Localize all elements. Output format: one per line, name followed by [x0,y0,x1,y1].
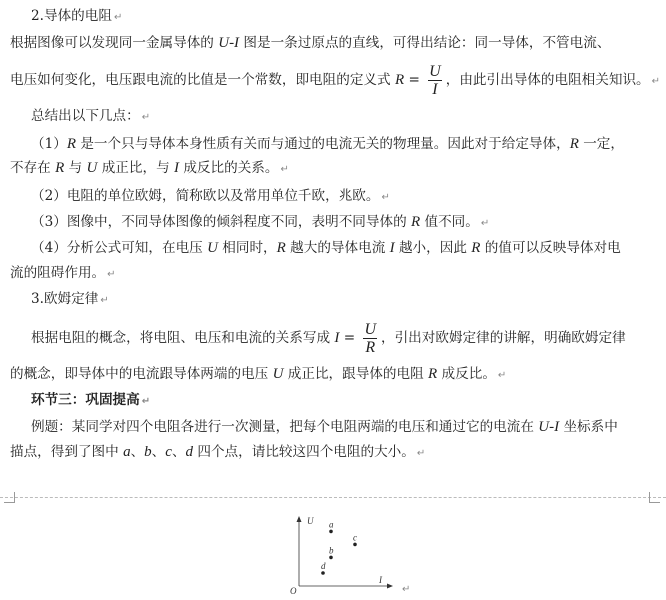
equals-sign: = [339,330,360,346]
section-heading-ohms-law [31,289,109,311]
text-run: 的值可以反映导体对电 [480,240,621,256]
data-points [321,519,357,574]
point-label-a: a [329,519,334,530]
page-corner-mark-right [649,492,660,503]
math-symbol: U [207,240,218,256]
text-run: （1） [31,136,67,152]
text-run: 值不同。 [420,214,479,230]
math-symbol: R [411,214,421,230]
u-i-scatter-figure [285,508,415,598]
fraction-denominator: R [365,339,376,356]
heading-text: 环节三：巩固提高 [31,392,140,408]
text-run: 是一个只与导体本身性质有关而与通过的电流无关的物理量。因此对于给定导体， [76,136,570,152]
text-run: 一定， [578,136,624,152]
text-run: 、 [151,444,166,460]
paragraph-mark: ↵ [416,448,426,459]
text-run: 根据电阻的概念，将电阻、电压和电流的关系写成 [31,330,335,346]
section-heading-resistance [31,6,122,28]
text-run: 、 [171,444,186,460]
y-axis-arrow-icon [297,516,302,522]
math-symbol: I [389,240,395,256]
paragraph-mark: ↵ [651,76,661,87]
math-symbol: d [185,444,194,460]
math-symbol: R [569,136,579,152]
point-1-line-2 [10,158,289,180]
equals-sign: = [404,72,425,88]
point-label-d: d [321,561,326,571]
page-corner-mark-left [4,492,15,503]
heading-text: 3.欧姆定律 [31,291,99,307]
point-d [321,571,325,575]
summary-line [31,106,150,128]
point-2-line [31,186,390,208]
paragraph-mark: ↵ [381,192,390,203]
paragraph-mark: ↵ [141,112,151,123]
paragraph-mark: ↵ [141,396,151,407]
paragraph-mark: ↵ [497,370,507,381]
text-run: 坐标系中 [559,419,618,435]
text-run: （2）电阻的单位欧姆，简称欧以及常用单位千欧，兆欧。 [31,188,380,204]
x-axis-arrow-icon [387,584,393,589]
text-run: 成正比，跟导体的电阻 [283,366,429,382]
point-label-b: b [329,545,334,556]
text-run: 的概念，即导体中的电流跟导体两端的电压 [10,366,273,382]
math-symbol: R [471,240,481,256]
example-line-2 [10,442,425,464]
math-symbol: U-I [218,35,240,51]
origin-label: O [290,586,297,596]
math-symbol: U [272,366,284,382]
point-3-line [31,212,489,234]
paragraph-mark: ↵ [113,12,123,23]
math-symbol: U-I [538,419,560,435]
point-4-line [31,238,621,258]
text-run: 成反比的关系。 [179,160,279,176]
x-axis-label: I [379,575,382,585]
paragraph-mark: ↵ [100,295,109,306]
paragraph-mark: ↵ [402,584,411,595]
text-run: 相同时， [217,240,277,256]
point-a [329,530,333,534]
text-run: （4）分析公式可知，在电压 [31,240,208,256]
math-symbol: b [144,444,152,460]
math-symbol: I [174,160,179,176]
math-symbol: a [123,444,131,460]
example-line [31,417,618,437]
fraction-u-over-i [428,63,442,98]
math-symbol: c [165,444,172,460]
heading-text: 2.导体的电阻 [31,8,112,24]
math-symbol: R [276,240,286,256]
text-run: ，由此引出导体的电阻相关知识。 [445,72,650,88]
section-heading-consolidation [31,390,150,412]
figure-paragraph-mark [400,578,410,600]
fraction-numerator: U [429,63,441,80]
paragraph-line [10,33,610,53]
fraction-numerator: U [364,321,376,338]
fraction-u-over-r [363,321,377,356]
math-symbol: R [66,136,77,152]
text-run: 总结出以下几点： [31,108,140,124]
text-run: 电压如何变化，电压跟电流的比值是一个常数，即电阻的定义式 [10,72,395,88]
text-run: 流的阻碍作用。 [10,265,106,281]
text-run: ，引出对欧姆定律的讲解，明确欧姆定律 [381,330,626,346]
math-symbol: R [394,72,405,88]
math-symbol: I [334,330,340,346]
math-symbol: R [428,366,438,382]
text-run: 、 [130,444,145,460]
point-c [353,543,357,547]
point-4-line-2 [10,263,116,285]
text-run: 四个点，请比较这四个电阻的大小。 [193,444,415,460]
fraction-denominator: I [432,81,438,98]
paragraph-mark: ↵ [280,164,289,175]
text-run: 描点，得到了图中 [10,444,124,460]
math-symbol: U [86,160,98,176]
paragraph-line-with-formula [10,58,660,102]
y-axis-label: U [307,516,314,526]
text-run: 例题：某同学对四个电阻各进行一次测量，把每个电阻两端的电压和通过它的电流在 [31,419,539,435]
text-run: 与 [64,160,87,176]
paragraph-line [10,364,506,386]
math-symbol: R [55,160,65,176]
text-run: 不存在 [10,160,56,176]
text-run: （3）图像中，不同导体图像的倾斜程度不同，表明不同导体的 [31,214,411,230]
text-run: 根据图像可以发现同一金属导体的 [10,35,219,51]
point-1-line [31,134,624,154]
page-break-divider [0,497,666,498]
text-run: 越小，因此 [394,240,472,256]
text-run: 成反比。 [437,366,496,382]
paragraph-line-with-formula [31,316,626,360]
paragraph-mark: ↵ [107,269,116,280]
text-run: 成正比，与 [97,160,174,176]
text-run: 越大的导体电流 [285,240,390,256]
point-label-c: c [353,532,357,543]
paragraph-mark: ↵ [480,218,490,229]
text-run: 图是一条过原点的直线，可得出结论：同一导体，不管电流、 [239,35,611,51]
point-b [329,556,333,560]
